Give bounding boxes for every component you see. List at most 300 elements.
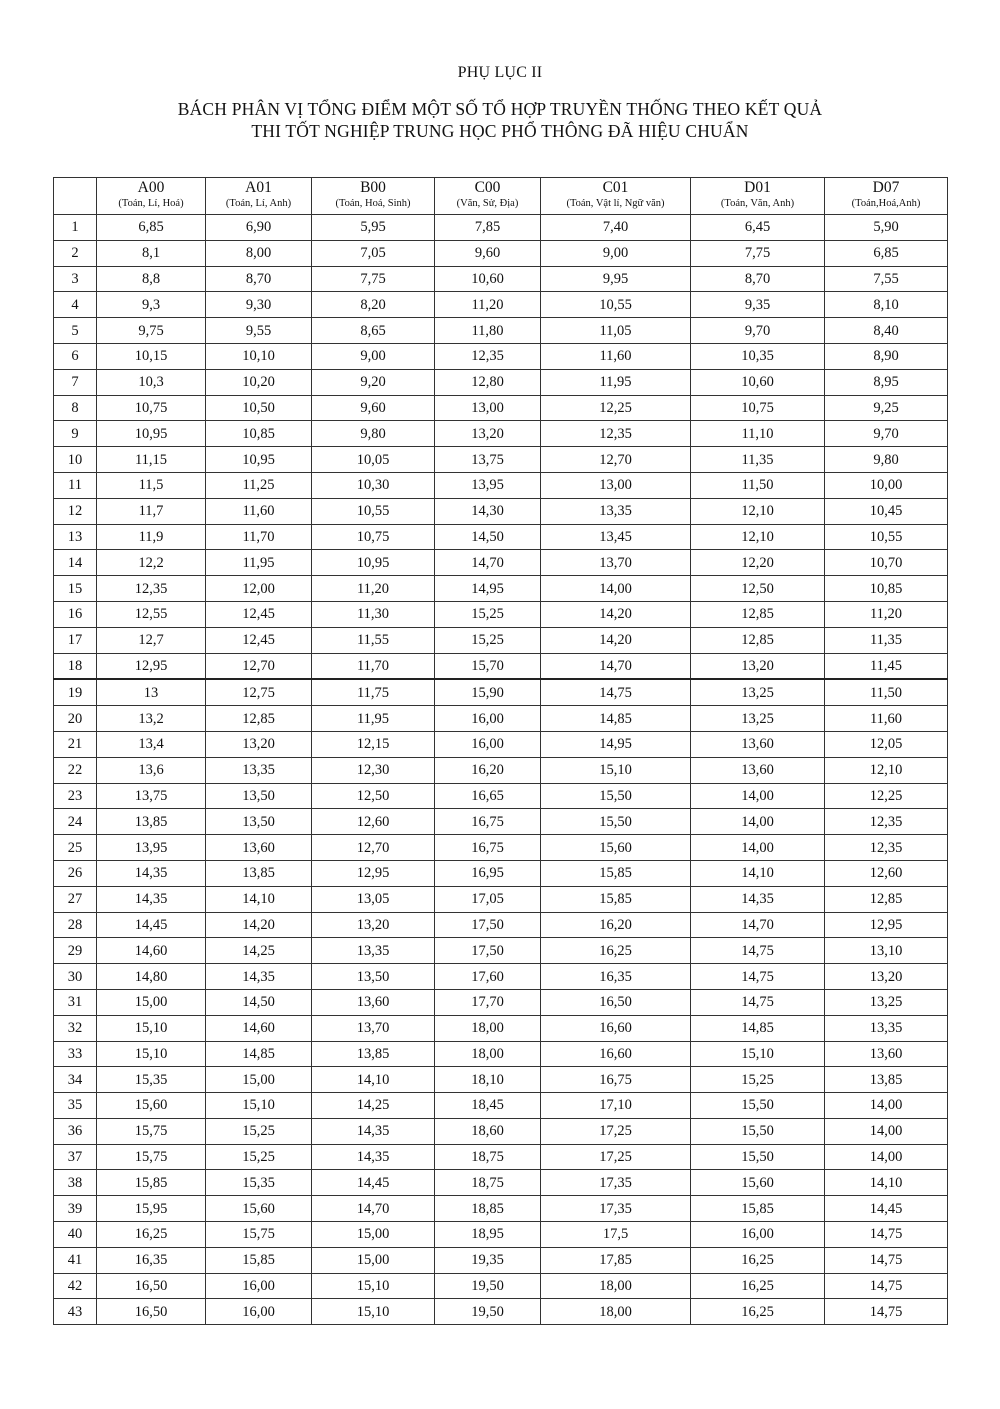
score-cell: 11,55 bbox=[312, 627, 435, 653]
score-cell: 16,50 bbox=[541, 989, 691, 1015]
column-subjects: (Toán, Vật lí, Ngữ văn) bbox=[566, 198, 665, 209]
score-cell: 14,50 bbox=[435, 524, 541, 550]
score-cell: 14,70 bbox=[435, 550, 541, 576]
table-row bbox=[54, 266, 948, 292]
score-cell: 11,60 bbox=[825, 706, 948, 732]
score-cell: 13,20 bbox=[312, 912, 435, 938]
score-cell: 15,00 bbox=[97, 989, 206, 1015]
percentile-number: 39 bbox=[54, 1196, 97, 1222]
score-cell: 5,90 bbox=[825, 215, 948, 241]
percentile-number: 35 bbox=[54, 1093, 97, 1119]
column-code: C00 bbox=[474, 179, 501, 196]
percentile-number: 24 bbox=[54, 809, 97, 835]
score-cell: 8,20 bbox=[312, 292, 435, 318]
score-cell: 13,85 bbox=[97, 809, 206, 835]
score-cell: 11,95 bbox=[541, 369, 691, 395]
score-cell: 15,60 bbox=[97, 1093, 206, 1119]
percentile-number: 25 bbox=[54, 835, 97, 861]
score-cell: 15,10 bbox=[312, 1299, 435, 1325]
percentile-number: 23 bbox=[54, 783, 97, 809]
score-cell: 13,70 bbox=[312, 1015, 435, 1041]
column-header bbox=[825, 178, 948, 215]
score-cell: 11,35 bbox=[691, 447, 825, 473]
score-cell: 13 bbox=[97, 679, 206, 705]
table-header-row bbox=[54, 178, 948, 215]
table-row bbox=[54, 989, 948, 1015]
column-code: C01 bbox=[602, 179, 629, 196]
table-row bbox=[54, 1222, 948, 1248]
score-cell: 8,90 bbox=[825, 343, 948, 369]
score-cell: 10,85 bbox=[825, 576, 948, 602]
score-cell: 15,75 bbox=[97, 1144, 206, 1170]
score-cell: 10,60 bbox=[435, 266, 541, 292]
score-cell: 14,75 bbox=[825, 1222, 948, 1248]
score-cell: 13,70 bbox=[541, 550, 691, 576]
score-cell: 15,70 bbox=[435, 653, 541, 679]
score-cell: 13,20 bbox=[825, 964, 948, 990]
table-row bbox=[54, 395, 948, 421]
percentile-number: 10 bbox=[54, 447, 97, 473]
score-cell: 9,60 bbox=[435, 240, 541, 266]
score-cell: 14,85 bbox=[541, 706, 691, 732]
percentile-number: 43 bbox=[54, 1299, 97, 1325]
score-cell: 14,80 bbox=[97, 964, 206, 990]
score-cell: 14,00 bbox=[825, 1093, 948, 1119]
percentile-number: 32 bbox=[54, 1015, 97, 1041]
score-cell: 13,60 bbox=[206, 835, 312, 861]
score-cell: 14,20 bbox=[541, 627, 691, 653]
score-cell: 8,70 bbox=[691, 266, 825, 292]
score-cell: 9,3 bbox=[97, 292, 206, 318]
score-cell: 11,75 bbox=[312, 679, 435, 705]
score-cell: 9,30 bbox=[206, 292, 312, 318]
score-cell: 12,85 bbox=[691, 627, 825, 653]
score-cell: 14,75 bbox=[825, 1273, 948, 1299]
score-cell: 9,35 bbox=[691, 292, 825, 318]
score-cell: 12,2 bbox=[97, 550, 206, 576]
score-cell: 10,10 bbox=[206, 343, 312, 369]
score-cell: 12,70 bbox=[541, 447, 691, 473]
score-cell: 18,60 bbox=[435, 1118, 541, 1144]
score-cell: 10,85 bbox=[206, 421, 312, 447]
percentile-number: 1 bbox=[54, 215, 97, 241]
score-cell: 15,75 bbox=[206, 1222, 312, 1248]
column-subjects: (Toán, Văn, Anh) bbox=[720, 198, 795, 209]
score-cell: 15,25 bbox=[691, 1067, 825, 1093]
percentile-number: 41 bbox=[54, 1247, 97, 1273]
score-cell: 13,60 bbox=[691, 757, 825, 783]
score-cell: 10,00 bbox=[825, 472, 948, 498]
score-cell: 15,00 bbox=[206, 1067, 312, 1093]
score-cell: 10,60 bbox=[691, 369, 825, 395]
score-cell: 14,35 bbox=[312, 1118, 435, 1144]
score-cell: 12,95 bbox=[825, 912, 948, 938]
score-cell: 14,35 bbox=[691, 886, 825, 912]
score-cell: 15,60 bbox=[541, 835, 691, 861]
score-cell: 12,35 bbox=[435, 343, 541, 369]
score-cell: 12,25 bbox=[825, 783, 948, 809]
percentile-number: 36 bbox=[54, 1118, 97, 1144]
score-cell: 15,25 bbox=[435, 601, 541, 627]
percentile-number: 22 bbox=[54, 757, 97, 783]
column-code: A01 bbox=[245, 179, 272, 196]
percentile-number: 29 bbox=[54, 938, 97, 964]
score-cell: 12,70 bbox=[312, 835, 435, 861]
score-cell: 10,55 bbox=[541, 292, 691, 318]
score-cell: 16,25 bbox=[691, 1247, 825, 1273]
document-title bbox=[0, 98, 1000, 142]
score-cell: 14,00 bbox=[691, 783, 825, 809]
score-cell: 9,75 bbox=[97, 318, 206, 344]
score-cell: 12,25 bbox=[541, 395, 691, 421]
score-cell: 15,50 bbox=[691, 1118, 825, 1144]
table-row bbox=[54, 783, 948, 809]
score-cell: 13,25 bbox=[691, 679, 825, 705]
score-cell: 7,85 bbox=[435, 215, 541, 241]
score-cell: 15,00 bbox=[312, 1247, 435, 1273]
score-cell: 16,20 bbox=[435, 757, 541, 783]
score-cell: 12,95 bbox=[97, 653, 206, 679]
score-cell: 11,5 bbox=[97, 472, 206, 498]
table-row bbox=[54, 1093, 948, 1119]
score-cell: 10,95 bbox=[97, 421, 206, 447]
score-cell: 14,20 bbox=[541, 601, 691, 627]
column-header bbox=[435, 178, 541, 215]
percentile-number: 7 bbox=[54, 369, 97, 395]
column-header bbox=[206, 178, 312, 215]
score-cell: 14,75 bbox=[825, 1299, 948, 1325]
score-cell: 13,10 bbox=[825, 938, 948, 964]
score-cell: 9,80 bbox=[825, 447, 948, 473]
score-cell: 16,75 bbox=[435, 809, 541, 835]
score-cell: 12,80 bbox=[435, 369, 541, 395]
score-cell: 12,35 bbox=[825, 809, 948, 835]
score-cell: 18,00 bbox=[541, 1299, 691, 1325]
score-cell: 18,45 bbox=[435, 1093, 541, 1119]
score-cell: 15,60 bbox=[206, 1196, 312, 1222]
score-cell: 14,50 bbox=[206, 989, 312, 1015]
score-cell: 14,20 bbox=[206, 912, 312, 938]
table-row bbox=[54, 912, 948, 938]
score-cell: 11,20 bbox=[825, 601, 948, 627]
score-cell: 8,8 bbox=[97, 266, 206, 292]
score-cell: 19,50 bbox=[435, 1299, 541, 1325]
score-cell: 12,20 bbox=[691, 550, 825, 576]
score-cell: 16,25 bbox=[97, 1222, 206, 1248]
table-row bbox=[54, 731, 948, 757]
score-cell: 10,75 bbox=[691, 395, 825, 421]
score-cell: 18,10 bbox=[435, 1067, 541, 1093]
score-cell: 16,25 bbox=[691, 1299, 825, 1325]
score-cell: 13,85 bbox=[312, 1041, 435, 1067]
score-cell: 9,20 bbox=[312, 369, 435, 395]
column-header bbox=[541, 178, 691, 215]
score-cell: 14,00 bbox=[825, 1118, 948, 1144]
score-cell: 12,45 bbox=[206, 627, 312, 653]
percentile-number: 31 bbox=[54, 989, 97, 1015]
score-cell: 13,25 bbox=[825, 989, 948, 1015]
percentile-table bbox=[53, 177, 948, 1325]
score-cell: 11,70 bbox=[312, 653, 435, 679]
score-cell: 17,85 bbox=[541, 1247, 691, 1273]
score-cell: 13,20 bbox=[435, 421, 541, 447]
table-row bbox=[54, 1144, 948, 1170]
column-header bbox=[312, 178, 435, 215]
score-cell: 17,70 bbox=[435, 989, 541, 1015]
score-cell: 12,95 bbox=[312, 860, 435, 886]
score-cell: 7,75 bbox=[691, 240, 825, 266]
score-cell: 14,70 bbox=[691, 912, 825, 938]
percentile-number: 37 bbox=[54, 1144, 97, 1170]
score-cell: 15,10 bbox=[691, 1041, 825, 1067]
score-cell: 12,50 bbox=[691, 576, 825, 602]
score-cell: 10,15 bbox=[97, 343, 206, 369]
score-cell: 12,15 bbox=[312, 731, 435, 757]
score-cell: 11,20 bbox=[312, 576, 435, 602]
score-cell: 10,30 bbox=[312, 472, 435, 498]
score-cell: 15,85 bbox=[541, 860, 691, 886]
table-row bbox=[54, 809, 948, 835]
table-row bbox=[54, 860, 948, 886]
percentile-number: 13 bbox=[54, 524, 97, 550]
table-row bbox=[54, 524, 948, 550]
score-cell: 17,35 bbox=[541, 1170, 691, 1196]
title-line-1: BÁCH PHÂN VỊ TỔNG ĐIỂM MỘT SỐ TỔ HỢP TRUYỀN THỐNG THEO KẾT QUẢ bbox=[177, 99, 823, 119]
score-cell: 13,35 bbox=[312, 938, 435, 964]
score-cell: 5,95 bbox=[312, 215, 435, 241]
score-cell: 13,95 bbox=[97, 835, 206, 861]
table-row bbox=[54, 369, 948, 395]
percentile-number: 17 bbox=[54, 627, 97, 653]
score-cell: 10,70 bbox=[825, 550, 948, 576]
score-cell: 10,75 bbox=[97, 395, 206, 421]
score-cell: 18,75 bbox=[435, 1170, 541, 1196]
score-cell: 12,35 bbox=[825, 835, 948, 861]
table-row bbox=[54, 1067, 948, 1093]
score-cell: 9,70 bbox=[825, 421, 948, 447]
score-cell: 15,25 bbox=[206, 1144, 312, 1170]
score-cell: 12,50 bbox=[312, 783, 435, 809]
score-cell: 8,95 bbox=[825, 369, 948, 395]
score-cell: 13,60 bbox=[825, 1041, 948, 1067]
score-cell: 16,00 bbox=[691, 1222, 825, 1248]
score-cell: 12,60 bbox=[825, 860, 948, 886]
score-cell: 14,35 bbox=[97, 860, 206, 886]
score-cell: 13,50 bbox=[312, 964, 435, 990]
score-cell: 6,85 bbox=[825, 240, 948, 266]
score-cell: 11,45 bbox=[825, 653, 948, 679]
score-cell: 14,95 bbox=[435, 576, 541, 602]
score-cell: 13,95 bbox=[435, 472, 541, 498]
score-cell: 13,6 bbox=[97, 757, 206, 783]
score-cell: 14,75 bbox=[541, 679, 691, 705]
score-cell: 11,9 bbox=[97, 524, 206, 550]
score-cell: 8,40 bbox=[825, 318, 948, 344]
table-row bbox=[54, 1041, 948, 1067]
percentile-number: 12 bbox=[54, 498, 97, 524]
score-cell: 14,45 bbox=[825, 1196, 948, 1222]
score-cell: 10,55 bbox=[825, 524, 948, 550]
column-subjects: (Toán, Lí, Anh) bbox=[225, 198, 292, 209]
column-code: D07 bbox=[872, 179, 900, 196]
column-header bbox=[691, 178, 825, 215]
percentile-number: 11 bbox=[54, 472, 97, 498]
column-code: B00 bbox=[360, 179, 386, 196]
score-cell: 10,45 bbox=[825, 498, 948, 524]
score-cell: 16,95 bbox=[435, 860, 541, 886]
score-cell: 15,60 bbox=[691, 1170, 825, 1196]
score-cell: 18,95 bbox=[435, 1222, 541, 1248]
score-cell: 14,95 bbox=[541, 731, 691, 757]
score-cell: 16,00 bbox=[435, 731, 541, 757]
score-cell: 10,05 bbox=[312, 447, 435, 473]
score-cell: 8,10 bbox=[825, 292, 948, 318]
score-cell: 15,00 bbox=[312, 1222, 435, 1248]
table-row bbox=[54, 601, 948, 627]
score-cell: 7,75 bbox=[312, 266, 435, 292]
score-cell: 14,75 bbox=[691, 938, 825, 964]
score-cell: 15,10 bbox=[97, 1041, 206, 1067]
score-cell: 9,00 bbox=[312, 343, 435, 369]
table-row bbox=[54, 576, 948, 602]
percentile-number: 26 bbox=[54, 860, 97, 886]
score-cell: 18,00 bbox=[435, 1015, 541, 1041]
score-cell: 12,10 bbox=[825, 757, 948, 783]
score-cell: 15,35 bbox=[206, 1170, 312, 1196]
percentile-number: 34 bbox=[54, 1067, 97, 1093]
score-cell: 11,50 bbox=[825, 679, 948, 705]
table-row bbox=[54, 1170, 948, 1196]
score-cell: 13,45 bbox=[541, 524, 691, 550]
score-cell: 13,2 bbox=[97, 706, 206, 732]
score-cell: 19,35 bbox=[435, 1247, 541, 1273]
table-row bbox=[54, 318, 948, 344]
score-cell: 12,85 bbox=[825, 886, 948, 912]
score-cell: 13,60 bbox=[691, 731, 825, 757]
score-cell: 15,50 bbox=[541, 783, 691, 809]
score-cell: 14,00 bbox=[541, 576, 691, 602]
score-cell: 12,30 bbox=[312, 757, 435, 783]
table-body bbox=[54, 215, 948, 1325]
score-cell: 17,35 bbox=[541, 1196, 691, 1222]
score-cell: 14,70 bbox=[541, 653, 691, 679]
score-cell: 14,00 bbox=[825, 1144, 948, 1170]
score-cell: 13,35 bbox=[825, 1015, 948, 1041]
score-cell: 15,10 bbox=[312, 1273, 435, 1299]
table-row bbox=[54, 421, 948, 447]
percentile-number: 15 bbox=[54, 576, 97, 602]
percentile-number: 21 bbox=[54, 731, 97, 757]
score-cell: 15,85 bbox=[691, 1196, 825, 1222]
score-cell: 17,50 bbox=[435, 912, 541, 938]
score-cell: 15,85 bbox=[97, 1170, 206, 1196]
score-cell: 12,00 bbox=[206, 576, 312, 602]
score-cell: 13,35 bbox=[206, 757, 312, 783]
score-cell: 11,10 bbox=[691, 421, 825, 447]
score-cell: 15,10 bbox=[97, 1015, 206, 1041]
score-cell: 16,35 bbox=[541, 964, 691, 990]
table-row bbox=[54, 1015, 948, 1041]
score-cell: 13,85 bbox=[206, 860, 312, 886]
score-cell: 11,60 bbox=[206, 498, 312, 524]
score-cell: 14,25 bbox=[312, 1093, 435, 1119]
table-row bbox=[54, 343, 948, 369]
score-cell: 13,60 bbox=[312, 989, 435, 1015]
score-cell: 9,95 bbox=[541, 266, 691, 292]
score-cell: 16,75 bbox=[541, 1067, 691, 1093]
score-cell: 8,1 bbox=[97, 240, 206, 266]
score-cell: 11,30 bbox=[312, 601, 435, 627]
score-cell: 12,10 bbox=[691, 498, 825, 524]
column-subjects: (Văn, Sử, Địa) bbox=[456, 198, 519, 209]
score-cell: 14,10 bbox=[825, 1170, 948, 1196]
score-cell: 15,95 bbox=[97, 1196, 206, 1222]
score-cell: 14,25 bbox=[206, 938, 312, 964]
score-cell: 7,05 bbox=[312, 240, 435, 266]
score-cell: 14,35 bbox=[206, 964, 312, 990]
percentile-number: 27 bbox=[54, 886, 97, 912]
score-cell: 12,70 bbox=[206, 653, 312, 679]
percentile-number: 18 bbox=[54, 653, 97, 679]
percentile-number: 38 bbox=[54, 1170, 97, 1196]
score-cell: 13,20 bbox=[691, 653, 825, 679]
score-cell: 11,80 bbox=[435, 318, 541, 344]
table-row bbox=[54, 1299, 948, 1325]
score-cell: 12,55 bbox=[97, 601, 206, 627]
score-cell: 11,25 bbox=[206, 472, 312, 498]
score-cell: 16,00 bbox=[206, 1273, 312, 1299]
table-row bbox=[54, 1196, 948, 1222]
score-cell: 17,60 bbox=[435, 964, 541, 990]
score-cell: 15,25 bbox=[206, 1118, 312, 1144]
header-corner bbox=[54, 178, 97, 215]
score-cell: 13,35 bbox=[541, 498, 691, 524]
table-row bbox=[54, 1273, 948, 1299]
score-cell: 18,75 bbox=[435, 1144, 541, 1170]
score-cell: 19,50 bbox=[435, 1273, 541, 1299]
score-cell: 14,85 bbox=[206, 1041, 312, 1067]
percentile-number: 28 bbox=[54, 912, 97, 938]
score-cell: 16,65 bbox=[435, 783, 541, 809]
table-row bbox=[54, 1118, 948, 1144]
score-cell: 17,5 bbox=[541, 1222, 691, 1248]
score-cell: 16,60 bbox=[541, 1015, 691, 1041]
table-row bbox=[54, 679, 948, 705]
score-cell: 18,85 bbox=[435, 1196, 541, 1222]
score-cell: 14,35 bbox=[312, 1144, 435, 1170]
percentile-number: 33 bbox=[54, 1041, 97, 1067]
score-cell: 14,10 bbox=[312, 1067, 435, 1093]
score-cell: 9,00 bbox=[541, 240, 691, 266]
percentile-number: 4 bbox=[54, 292, 97, 318]
score-cell: 14,70 bbox=[312, 1196, 435, 1222]
percentile-number: 6 bbox=[54, 343, 97, 369]
score-cell: 15,50 bbox=[691, 1144, 825, 1170]
score-cell: 12,45 bbox=[206, 601, 312, 627]
score-cell: 11,95 bbox=[312, 706, 435, 732]
score-cell: 14,75 bbox=[691, 989, 825, 1015]
score-cell: 17,05 bbox=[435, 886, 541, 912]
percentile-number: 5 bbox=[54, 318, 97, 344]
score-cell: 16,75 bbox=[435, 835, 541, 861]
score-cell: 17,25 bbox=[541, 1144, 691, 1170]
table-row bbox=[54, 240, 948, 266]
percentile-number: 16 bbox=[54, 601, 97, 627]
percentile-number: 2 bbox=[54, 240, 97, 266]
score-cell: 9,60 bbox=[312, 395, 435, 421]
score-cell: 10,50 bbox=[206, 395, 312, 421]
score-cell: 17,50 bbox=[435, 938, 541, 964]
